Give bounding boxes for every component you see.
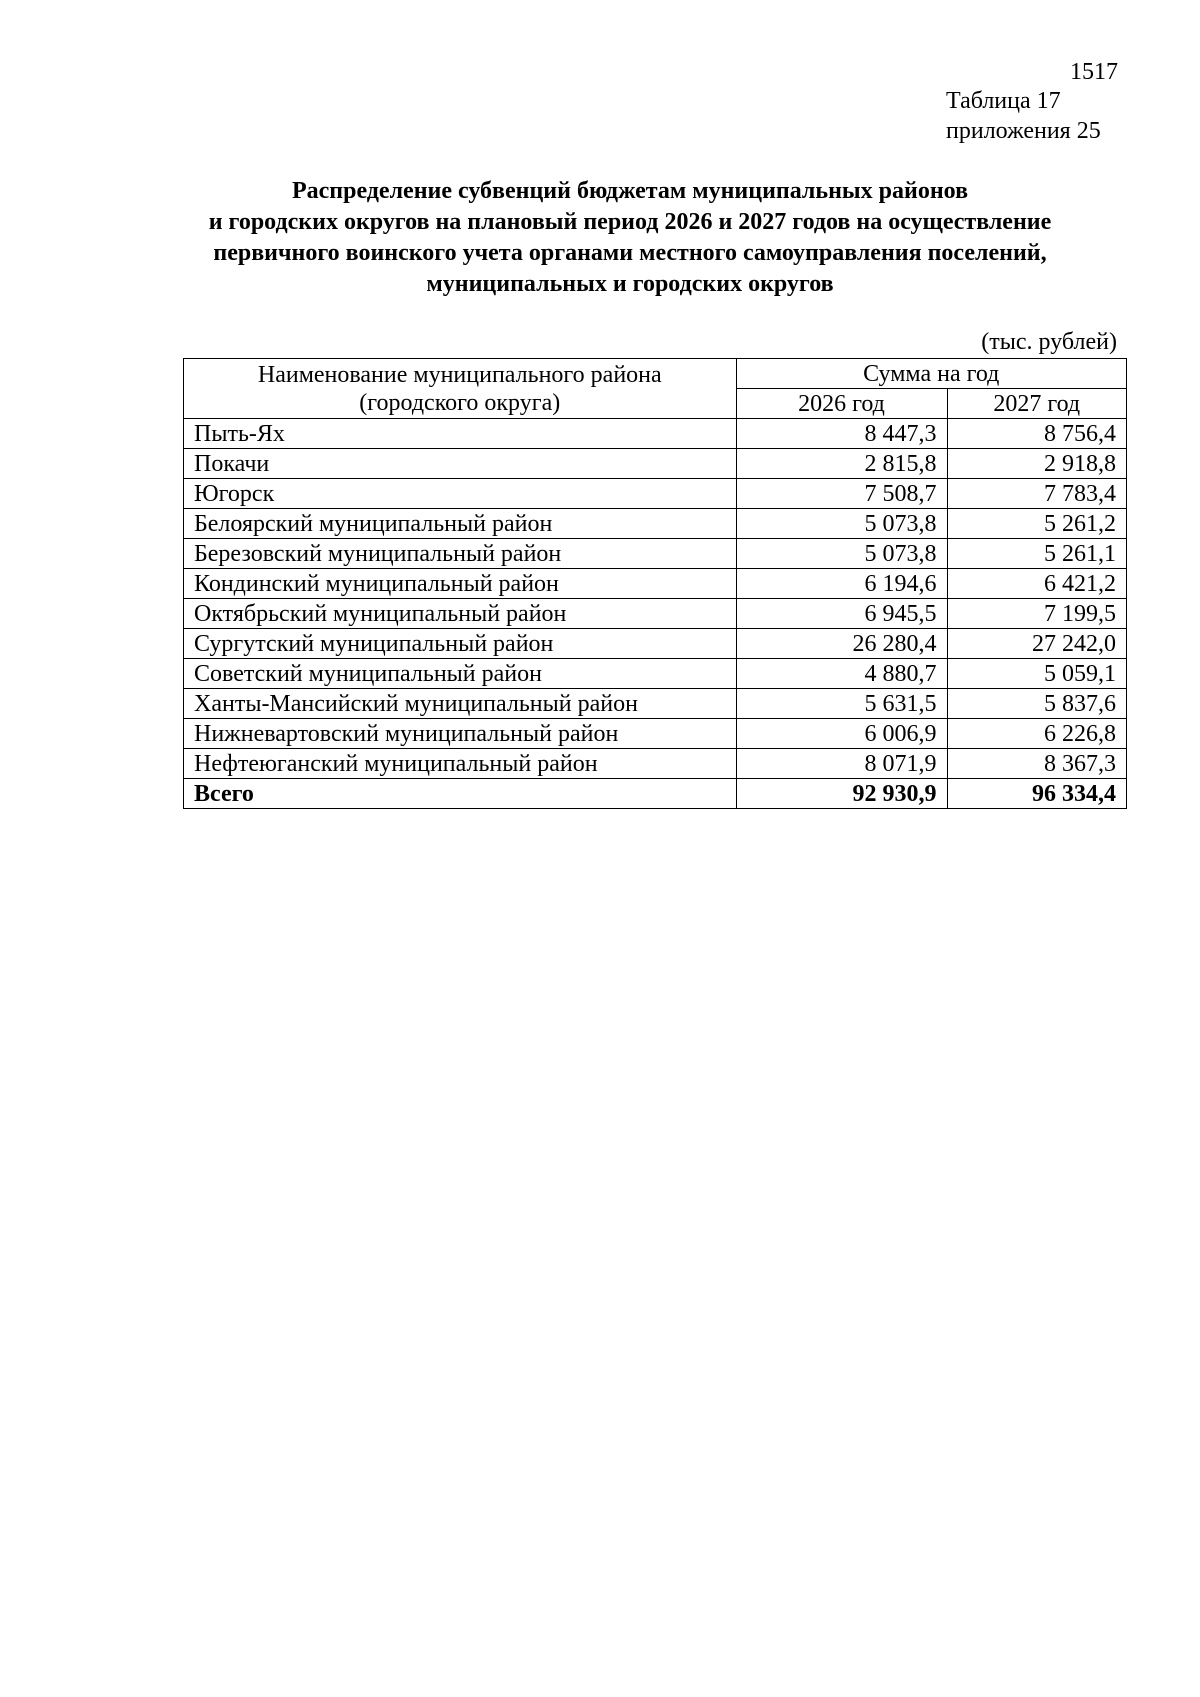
municipality-name: Березовский муниципальный район — [184, 539, 737, 569]
municipality-name: Сургутский муниципальный район — [184, 629, 737, 659]
table-row — [184, 569, 1127, 599]
total-row — [184, 779, 1127, 809]
title-line: первичного воинского учета органами местного самоуправления поселений, — [213, 240, 1047, 266]
amount-2027: 27 242,0 — [947, 629, 1126, 659]
table-row — [184, 419, 1127, 449]
amount-2027: 5 837,6 — [947, 689, 1126, 719]
amount-2026: 5 073,8 — [736, 509, 947, 539]
units-label: (тыс. рублей) — [981, 329, 1117, 355]
table-row — [184, 479, 1127, 509]
amount-2026: 5 631,5 — [736, 689, 947, 719]
table-row — [184, 539, 1127, 569]
municipality-name: Пыть-Ях — [184, 419, 737, 449]
amount-2026: 26 280,4 — [736, 629, 947, 659]
title-line: муниципальных и городских округов — [426, 271, 834, 297]
municipality-name: Югорск — [184, 479, 737, 509]
amount-2027: 2 918,8 — [947, 449, 1126, 479]
municipality-name: Ханты-Мансийский муниципальный район — [184, 689, 737, 719]
municipality-name: Всего — [184, 779, 737, 809]
table-number: Таблица 17 — [946, 88, 1061, 114]
amount-2026: 4 880,7 — [736, 659, 947, 689]
header-year-2027: 2027 год — [947, 389, 1126, 419]
amount-2026: 6 945,5 — [736, 599, 947, 629]
municipality-name: Белоярский муниципальный район — [184, 509, 737, 539]
amount-2026: 92 930,9 — [736, 779, 947, 809]
amount-2027: 7 783,4 — [947, 479, 1126, 509]
table-row — [184, 509, 1127, 539]
amount-2027: 96 334,4 — [947, 779, 1126, 809]
amount-2027: 8 756,4 — [947, 419, 1126, 449]
amount-2026: 8 071,9 — [736, 749, 947, 779]
amount-2027: 8 367,3 — [947, 749, 1126, 779]
header-sum: Сумма на год — [736, 359, 1126, 389]
table-row — [184, 749, 1127, 779]
amount-2027: 7 199,5 — [947, 599, 1126, 629]
amount-2026: 5 073,8 — [736, 539, 947, 569]
table-row — [184, 449, 1127, 479]
municipality-name: Советский муниципальный район — [184, 659, 737, 689]
header-year-2026: 2026 год — [736, 389, 947, 419]
amount-2026: 7 508,7 — [736, 479, 947, 509]
amount-2026: 8 447,3 — [736, 419, 947, 449]
title-line: Распределение субвенций бюджетам муниципальных районов — [291, 178, 969, 204]
page-number: 1517 — [1070, 59, 1118, 85]
municipality-name: Октябрьский муниципальный район — [184, 599, 737, 629]
table-reference — [946, 86, 1101, 146]
header-name-line2: (городского округа) — [359, 389, 561, 416]
table-body — [184, 419, 1127, 809]
amount-2026: 2 815,8 — [736, 449, 947, 479]
amount-2026: 6 194,6 — [736, 569, 947, 599]
appendix-number: приложения 25 — [946, 118, 1101, 144]
header-row — [184, 359, 1127, 389]
amount-2027: 6 421,2 — [947, 569, 1126, 599]
subvention-table — [183, 358, 1127, 809]
amount-2027: 5 261,2 — [947, 509, 1126, 539]
table-row — [184, 629, 1127, 659]
municipality-name: Покачи — [184, 449, 737, 479]
header-name-line1: Наименование муниципального района — [257, 361, 662, 388]
municipality-name: Нефтеюганский муниципальный район — [184, 749, 737, 779]
amount-2027: 6 226,8 — [947, 719, 1126, 749]
document-title — [140, 176, 1120, 300]
title-line: и городских округов на плановый период 2026 и 2027 годов на осуществление — [208, 209, 1052, 235]
amount-2026: 6 006,9 — [736, 719, 947, 749]
table-row — [184, 599, 1127, 629]
table-row — [184, 659, 1127, 689]
table-row — [184, 689, 1127, 719]
table-row — [184, 719, 1127, 749]
header-name — [184, 359, 737, 419]
amount-2027: 5 261,1 — [947, 539, 1126, 569]
municipality-name: Нижневартовский муниципальный район — [184, 719, 737, 749]
amount-2027: 5 059,1 — [947, 659, 1126, 689]
municipality-name: Кондинский муниципальный район — [184, 569, 737, 599]
